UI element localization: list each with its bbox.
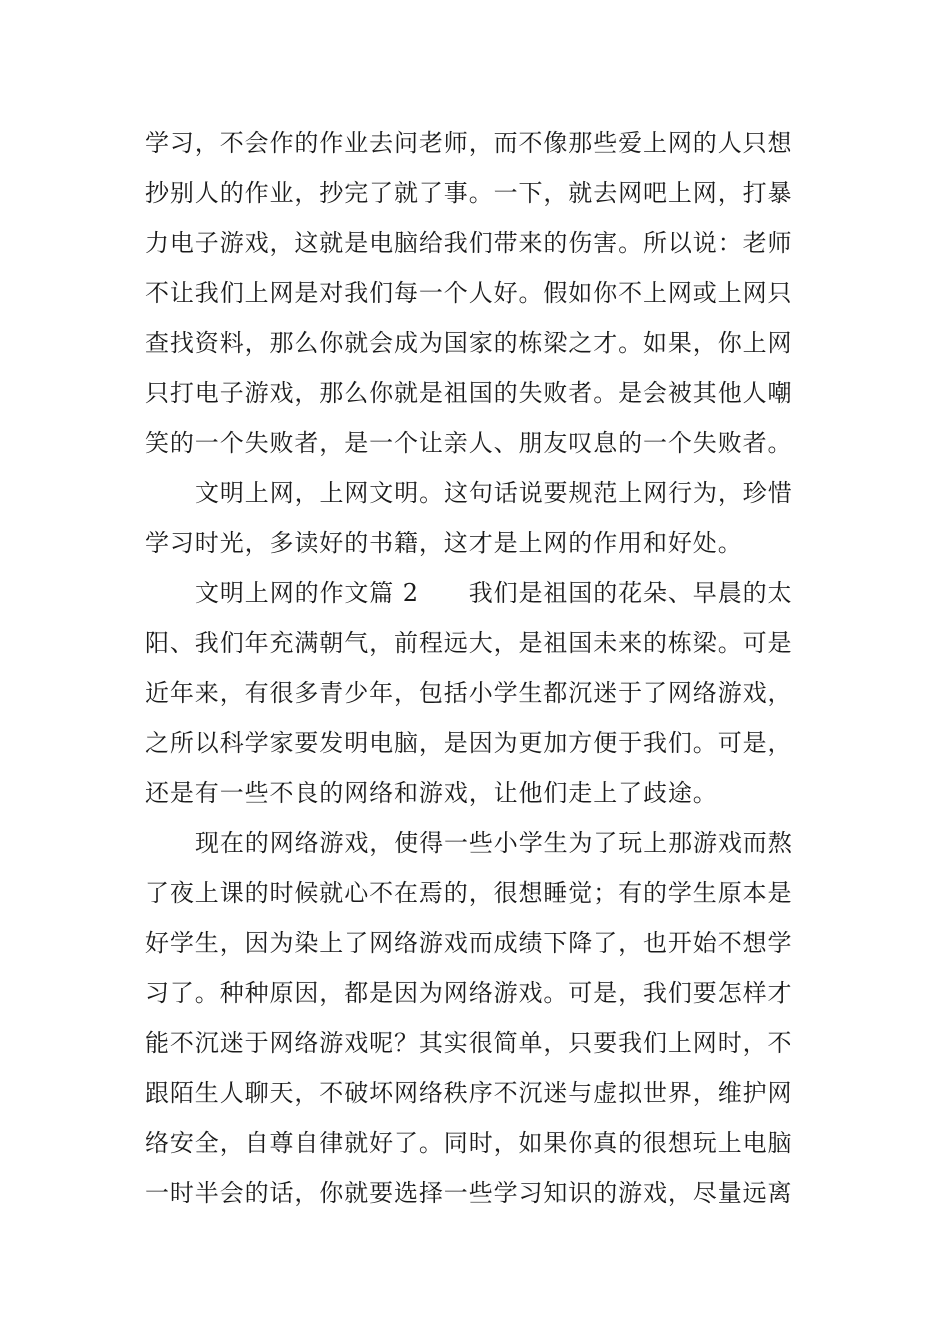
paragraph-start-line: 文明上网，上网文明。这句话说要规范上网行为，珍惜 [195,479,793,507]
paragraph-start-line: 现在的网络游戏，使得一些小学生为了玩上那游戏而熬 [195,829,793,857]
text-line: 之所以科学家要发明电脑，是因为更加方便于我们。可是， [145,729,793,757]
text-line: 近年来，有很多青少年，包括小学生都沉迷于了网络游戏， [145,679,793,707]
text-line: 还是有一些不良的网络和游戏，让他们走上了歧途。 [145,779,718,807]
text-line: 习了。种种原因，都是因为网络游戏。可是，我们要怎样才 [145,979,793,1007]
body-text [145,118,815,1218]
text-line: 好学生，因为染上了网络游戏而成绩下降了，也开始不想学 [145,929,793,957]
text-line: 笑的一个失败者，是一个让亲人、朋友叹息的一个失败者。 [145,429,793,457]
text-line: 抄别人的作业，抄完了就了事。一下，就去网吧上网，打暴 [145,179,793,207]
text-line: 学习时光，多读好的书籍，这才是上网的作用和好处。 [145,529,743,557]
text-line: 跟陌生人聊天，不破坏网络秩序不沉迷与虚拟世界，维护网 [145,1079,793,1107]
text-line: 一时半会的话，你就要选择一些学习知识的游戏，尽量远离 [145,1179,793,1207]
text-line: 能不沉迷于网络游戏呢？其实很简单，只要我们上网时，不 [145,1029,793,1057]
section-heading-line: 文明上网的作文篇 2 我们是祖国的花朵、早晨的太 [195,579,793,607]
text-line: 只打电子游戏，那么你就是祖国的失败者。是会被其他人嘲 [145,379,793,407]
text-line: 力电子游戏，这就是电脑给我们带来的伤害。所以说：老师 [145,229,793,257]
text-line: 了夜上课的时候就心不在焉的，很想睡觉；有的学生原本是 [145,879,793,907]
text-line: 不让我们上网是对我们每一个人好。假如你不上网或上网只 [145,279,793,307]
text-line: 络安全，自尊自律就好了。同时，如果你真的很想玩上电脑 [145,1129,793,1157]
text-line: 查找资料，那么你就会成为国家的栋梁之才。如果，你上网 [145,329,793,357]
text-line: 阳、我们年充满朝气，前程远大，是祖国未来的栋梁。可是 [145,629,793,657]
text-line: 学习，不会作的作业去问老师，而不像那些爱上网的人只想 [145,129,793,157]
